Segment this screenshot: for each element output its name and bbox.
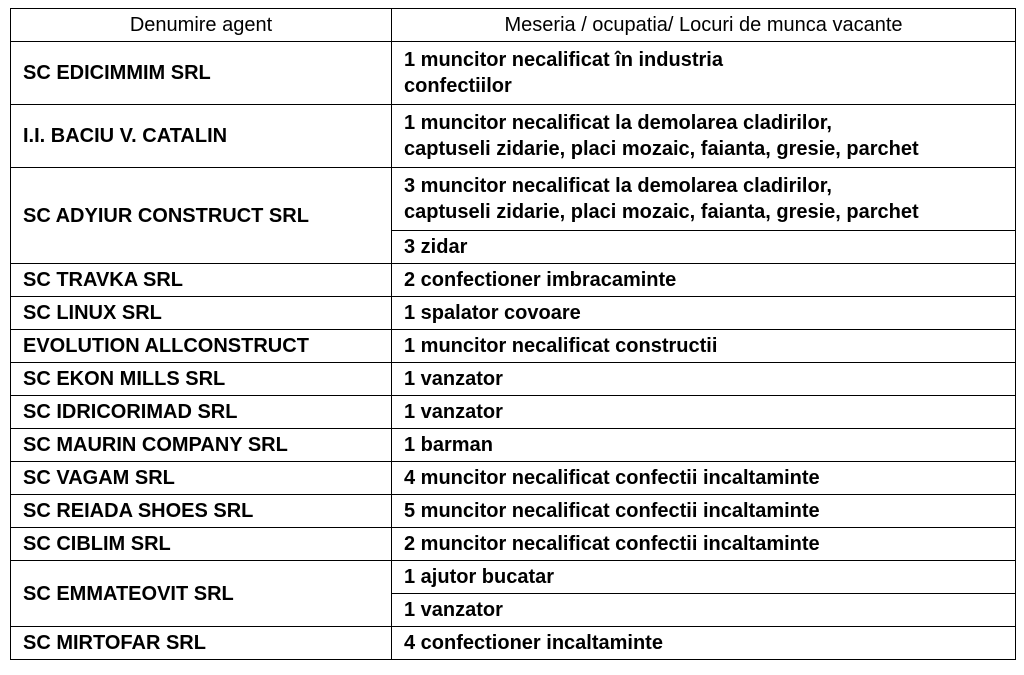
job-line: 1 vanzator xyxy=(404,401,503,423)
agent-name-cell: SC EDICIMMIM SRL xyxy=(11,42,392,105)
job-line: confectiilor xyxy=(404,75,512,97)
job-line: captuseli zidarie, placi mozaic, faianta, gresie, parchet xyxy=(404,201,919,223)
job-line: 3 zidar xyxy=(404,236,468,258)
table-row xyxy=(11,363,1016,396)
table-row xyxy=(11,495,1016,528)
table-row xyxy=(11,627,1016,660)
job-cell xyxy=(392,363,1016,396)
job-cell xyxy=(392,561,1016,594)
agent-name-cell: SC IDRICORIMAD SRL xyxy=(11,396,392,429)
job-cell xyxy=(392,495,1016,528)
agent-name-cell: SC EKON MILLS SRL xyxy=(11,363,392,396)
job-line: 1 vanzator xyxy=(404,599,503,621)
table-body xyxy=(11,42,1016,660)
table-row xyxy=(11,42,1016,105)
job-line: 1 barman xyxy=(404,434,493,456)
job-line: 1 spalator covoare xyxy=(404,302,581,324)
job-line: 1 vanzator xyxy=(404,368,503,390)
header-agent: Denumire agent xyxy=(11,9,392,42)
table-header-row xyxy=(11,9,1016,42)
header-job: Meseria / ocupatia/ Locuri de munca vacante xyxy=(392,9,1016,42)
job-line: 1 ajutor bucatar xyxy=(404,566,555,588)
job-line: 4 muncitor necalificat confectii incaltaminte xyxy=(404,467,820,489)
job-cell xyxy=(392,396,1016,429)
job-cell xyxy=(392,297,1016,330)
agent-name-cell: SC LINUX SRL xyxy=(11,297,392,330)
job-line: 2 confectioner imbracaminte xyxy=(404,269,677,291)
agent-name-cell: SC MAURIN COMPANY SRL xyxy=(11,429,392,462)
job-vacancies-table xyxy=(10,8,1016,660)
job-cell xyxy=(392,429,1016,462)
agent-name-cell: SC TRAVKA SRL xyxy=(11,264,392,297)
job-cell xyxy=(392,594,1016,627)
agent-name-cell: SC ADYIUR CONSTRUCT SRL xyxy=(11,168,392,264)
table-row xyxy=(11,297,1016,330)
table-row xyxy=(11,168,1016,231)
job-line: 5 muncitor necalificat confectii incaltaminte xyxy=(404,500,820,522)
table-row xyxy=(11,264,1016,297)
job-line: 1 muncitor necalificat la demolarea cladirilor, xyxy=(404,112,832,134)
job-cell xyxy=(392,330,1016,363)
agent-name-cell: SC VAGAM SRL xyxy=(11,462,392,495)
job-cell xyxy=(392,264,1016,297)
job-line: 3 muncitor necalificat la demolarea cladirilor, xyxy=(404,175,832,197)
table-row xyxy=(11,396,1016,429)
job-cell xyxy=(392,627,1016,660)
agent-name-cell: SC EMMATEOVIT SRL xyxy=(11,561,392,627)
table-row xyxy=(11,429,1016,462)
table-row xyxy=(11,105,1016,168)
job-cell xyxy=(392,105,1016,168)
job-line: 1 muncitor necalificat în industria xyxy=(404,49,723,71)
table-row xyxy=(11,561,1016,594)
job-line: 4 confectioner incaltaminte xyxy=(404,632,663,654)
job-line: captuseli zidarie, placi mozaic, faianta, gresie, parchet xyxy=(404,138,919,160)
job-line: 1 muncitor necalificat constructii xyxy=(404,335,718,357)
table-row xyxy=(11,528,1016,561)
agent-name-cell: EVOLUTION ALLCONSTRUCT xyxy=(11,330,392,363)
job-cell xyxy=(392,168,1016,231)
job-line: 2 muncitor necalificat confectii incaltaminte xyxy=(404,533,820,555)
table-row xyxy=(11,462,1016,495)
job-cell xyxy=(392,528,1016,561)
agent-name-cell: SC CIBLIM SRL xyxy=(11,528,392,561)
agent-name-cell: SC MIRTOFAR SRL xyxy=(11,627,392,660)
table-row xyxy=(11,330,1016,363)
job-cell xyxy=(392,462,1016,495)
job-cell xyxy=(392,42,1016,105)
agent-name-cell: I.I. BACIU V. CATALIN xyxy=(11,105,392,168)
job-cell xyxy=(392,231,1016,264)
agent-name-cell: SC REIADA SHOES SRL xyxy=(11,495,392,528)
